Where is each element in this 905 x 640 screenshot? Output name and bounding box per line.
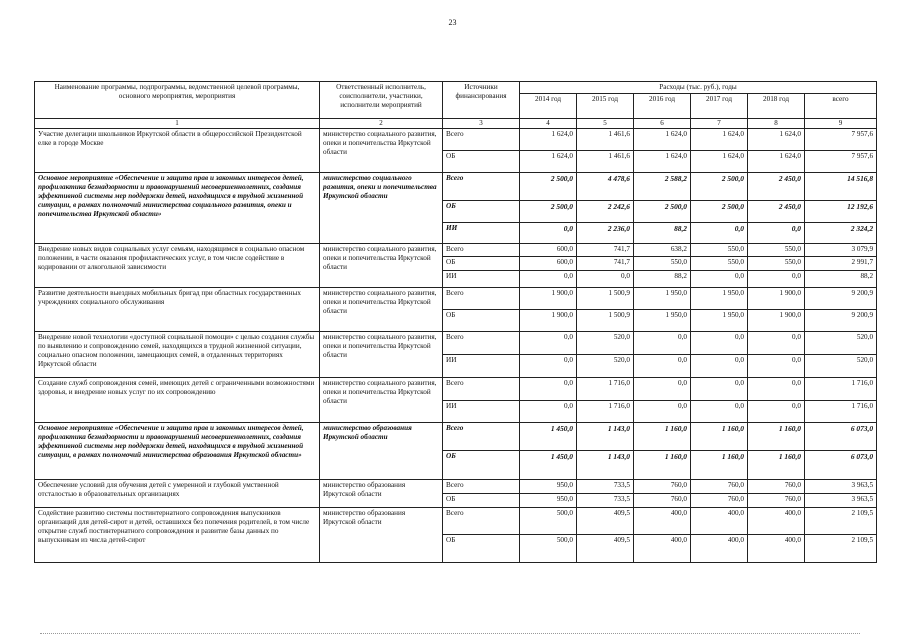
expense-value: 1 950,0 (634, 287, 691, 309)
expense-total: 88,2 (805, 270, 877, 287)
expense-total: 6 073,0 (805, 422, 877, 450)
expense-value: 1 950,0 (691, 287, 748, 309)
table-row (35, 243, 877, 256)
column-index: 4 (520, 119, 577, 129)
header-year-2018: 2018 год (748, 94, 805, 119)
expense-value: 550,0 (691, 256, 748, 270)
header-name: Наименование программы, подпрограммы, ведомственной целевой программы, основного мероприятия, мероприятия (35, 82, 320, 119)
expense-value: 88,2 (634, 270, 691, 287)
expense-value: 2 242,6 (577, 200, 634, 222)
expense-value: 1 624,0 (748, 128, 805, 150)
expense-value: 1 624,0 (520, 128, 577, 150)
expense-value: 733,5 (577, 479, 634, 493)
expense-value: 0,0 (520, 377, 577, 400)
funding-source: ОБ (443, 534, 520, 562)
expense-total: 14 516,8 (805, 172, 877, 200)
column-index: 5 (577, 119, 634, 129)
expense-total: 12 192,6 (805, 200, 877, 222)
funding-source: ОБ (443, 200, 520, 222)
expense-value: 0,0 (520, 222, 577, 243)
expense-value: 400,0 (634, 507, 691, 534)
expense-value: 520,0 (577, 354, 634, 377)
expense-value: 2 236,0 (577, 222, 634, 243)
expense-value: 1 716,0 (577, 400, 634, 422)
expense-value: 2 450,0 (748, 200, 805, 222)
expense-value: 4 478,6 (577, 172, 634, 200)
expense-value: 0,0 (520, 400, 577, 422)
funding-source: ИИ (443, 354, 520, 377)
expense-value: 0,0 (691, 331, 748, 354)
expense-value: 638,2 (634, 243, 691, 256)
expense-value: 733,5 (577, 493, 634, 507)
expense-value: 1 624,0 (748, 150, 805, 172)
column-index: 6 (634, 119, 691, 129)
header-year-2015: 2015 год (577, 94, 634, 119)
expense-value: 2 500,0 (691, 200, 748, 222)
expense-value: 0,0 (520, 354, 577, 377)
expense-value: 1 624,0 (634, 128, 691, 150)
activity-executor: министерство социального развития, опеки и попечительства Иркутской области (320, 331, 443, 377)
expense-value: 0,0 (691, 270, 748, 287)
funding-source: Всего (443, 287, 520, 309)
column-index: 8 (748, 119, 805, 129)
expense-value: 760,0 (691, 493, 748, 507)
expense-value: 0,0 (748, 354, 805, 377)
expense-total: 2 109,5 (805, 507, 877, 534)
expense-total: 520,0 (805, 354, 877, 377)
funding-source: Всего (443, 243, 520, 256)
expense-value: 741,7 (577, 243, 634, 256)
expense-value: 2 450,0 (748, 172, 805, 200)
expense-value: 0,0 (634, 331, 691, 354)
expense-value: 1 160,0 (748, 422, 805, 450)
expense-value: 550,0 (691, 243, 748, 256)
column-index: 2 (320, 119, 443, 129)
expense-value: 760,0 (634, 479, 691, 493)
expense-value: 400,0 (634, 534, 691, 562)
expense-value: 550,0 (748, 243, 805, 256)
expense-value: 0,0 (634, 377, 691, 400)
expense-value: 550,0 (634, 256, 691, 270)
expense-value: 1 461,6 (577, 128, 634, 150)
expense-value: 1 950,0 (634, 309, 691, 331)
table-body (35, 128, 877, 562)
expense-value: 1 160,0 (691, 422, 748, 450)
expense-total: 2 109,5 (805, 534, 877, 562)
funding-source: ИИ (443, 222, 520, 243)
expense-value: 2 500,0 (634, 200, 691, 222)
activity-name: Развитие деятельности выездных мобильных бригад при областных государственных учреждениях социального обслуживания (35, 287, 320, 331)
expense-value: 1 160,0 (691, 450, 748, 479)
activity-executor: министерство образования Иркутской области (320, 422, 443, 479)
header-total: всего (805, 94, 877, 119)
expense-value: 1 500,9 (577, 309, 634, 331)
header-expenses: Расходы (тыс. руб.), годы (520, 82, 877, 94)
expense-value: 1 624,0 (691, 128, 748, 150)
expense-value: 1 624,0 (691, 150, 748, 172)
expense-value: 1 450,0 (520, 450, 577, 479)
header-year-2014: 2014 год (520, 94, 577, 119)
page-bottom-rule (40, 633, 860, 634)
table-row (35, 422, 877, 450)
expense-value: 0,0 (634, 354, 691, 377)
expense-value: 550,0 (748, 256, 805, 270)
column-index: 7 (691, 119, 748, 129)
expense-value: 0,0 (520, 270, 577, 287)
activity-name: Основное мероприятие «Обеспечение и защита прав и законных интересов детей, профилактика безнадзорности и правонарушений несовершеннолетних, создания эффективной системы мер поддержки детей, находящихся в трудной жизненной ситуации, в рамках полномочий министерства социального развития, опеки и попечительства Иркутской области» (35, 172, 320, 243)
expense-value: 0,0 (577, 270, 634, 287)
activity-name: Основное мероприятие «Обеспечение и защита прав и законных интересов детей, профилактика безнадзорности и правонарушений несовершеннолетних, создания эффективной системы мер поддержки детей, находящихся в трудной жизненной ситуации, в рамках полномочий министерства образования Иркутской области» (35, 422, 320, 479)
column-index: 3 (443, 119, 520, 129)
expense-value: 0,0 (520, 331, 577, 354)
expense-value: 1 160,0 (634, 422, 691, 450)
expense-value: 760,0 (691, 479, 748, 493)
table-row (35, 377, 877, 400)
expense-value: 500,0 (520, 534, 577, 562)
expense-total: 3 963,5 (805, 479, 877, 493)
table-row (35, 507, 877, 534)
activity-executor: министерство социального развития, опеки и попечительства Иркутской области (320, 377, 443, 422)
funding-source: ОБ (443, 150, 520, 172)
expense-value: 1 143,0 (577, 450, 634, 479)
funding-source: Всего (443, 172, 520, 200)
table-row (35, 128, 877, 150)
expense-value: 400,0 (748, 507, 805, 534)
expense-value: 1 624,0 (520, 150, 577, 172)
expenses-table (34, 81, 877, 563)
activity-executor: министерство социального развития, опеки и попечительства Иркутской области (320, 128, 443, 172)
column-index: 9 (805, 119, 877, 129)
expense-value: 0,0 (691, 400, 748, 422)
expense-value: 0,0 (634, 400, 691, 422)
activity-name: Содействие развитию системы постинтернатного сопровождения выпускников организаций для детей-сирот и детей, оставшихся без попечения родителей, в том числе открытие служб постинтернатного сопровождения и развитие базы данных по выпускникам из числа детей-сирот (35, 507, 320, 562)
activity-executor: министерство социального развития, опеки и попечительства Иркутской области (320, 172, 443, 243)
expense-total: 2 991,7 (805, 256, 877, 270)
activity-name: Создание служб сопровождения семей, имеющих детей с ограниченными возможностями здоровья, и внедрение новых услуг по их сопровождению (35, 377, 320, 422)
expense-total: 6 073,0 (805, 450, 877, 479)
expense-value: 0,0 (748, 377, 805, 400)
activity-name: Участие делегации школьников Иркутской области в общероссийской Президентской елке в городе Москве (35, 128, 320, 172)
funding-source: Всего (443, 479, 520, 493)
expense-value: 1 900,0 (748, 309, 805, 331)
expense-value: 1 950,0 (691, 309, 748, 331)
table-row (35, 331, 877, 354)
funding-source: Всего (443, 331, 520, 354)
expense-value: 1 900,0 (520, 309, 577, 331)
header-executor: Ответственный исполнитель, соисполнители, участники, исполнители мероприятий (320, 82, 443, 119)
funding-source: ОБ (443, 450, 520, 479)
expense-total: 7 957,6 (805, 128, 877, 150)
expense-value: 760,0 (634, 493, 691, 507)
expense-value: 950,0 (520, 479, 577, 493)
expense-value: 1 461,6 (577, 150, 634, 172)
expense-value: 0,0 (748, 331, 805, 354)
activity-name: Внедрение новых видов социальных услуг семьям, находящимся в социально опасном положении, в части оказания профилактических услуг, в том числе содействие в кодировании от алкогольной зависимости (35, 243, 320, 287)
expense-value: 0,0 (691, 222, 748, 243)
expense-value: 1 143,0 (577, 422, 634, 450)
expense-value: 600,0 (520, 256, 577, 270)
expense-total: 2 324,2 (805, 222, 877, 243)
expense-value: 1 900,0 (748, 287, 805, 309)
expense-value: 2 500,0 (520, 200, 577, 222)
expense-value: 950,0 (520, 493, 577, 507)
expense-value: 88,2 (634, 222, 691, 243)
header-year-2017: 2017 год (691, 94, 748, 119)
expense-value: 0,0 (748, 270, 805, 287)
expense-value: 1 450,0 (520, 422, 577, 450)
funding-source: ОБ (443, 493, 520, 507)
expense-value: 1 624,0 (634, 150, 691, 172)
expense-value: 741,7 (577, 256, 634, 270)
table-row (35, 287, 877, 309)
funding-source: ИИ (443, 400, 520, 422)
expense-value: 1 900,0 (520, 287, 577, 309)
funding-source: ОБ (443, 309, 520, 331)
expense-value: 600,0 (520, 243, 577, 256)
expense-value: 400,0 (748, 534, 805, 562)
expense-value: 2 500,0 (520, 172, 577, 200)
activity-executor: министерство социального развития, опеки и попечительства Иркутской области (320, 287, 443, 331)
activity-executor: министерство социального развития, опеки и попечительства Иркутской области (320, 243, 443, 287)
table-row (35, 479, 877, 493)
expense-value: 760,0 (748, 493, 805, 507)
expense-total: 1 716,0 (805, 400, 877, 422)
expense-value: 1 160,0 (748, 450, 805, 479)
expense-value: 1 500,9 (577, 287, 634, 309)
expense-value: 2 500,0 (691, 172, 748, 200)
expense-total: 520,0 (805, 331, 877, 354)
expense-value: 400,0 (691, 534, 748, 562)
expense-value: 400,0 (691, 507, 748, 534)
expense-value: 0,0 (691, 354, 748, 377)
expense-total: 3 079,9 (805, 243, 877, 256)
activity-executor: министерство образования Иркутской области (320, 507, 443, 562)
funding-source: ОБ (443, 256, 520, 270)
column-index: 1 (35, 119, 320, 129)
expense-value: 0,0 (748, 400, 805, 422)
page-number: 23 (448, 18, 457, 27)
expense-value: 1 716,0 (577, 377, 634, 400)
header-year-2016: 2016 год (634, 94, 691, 119)
expense-value: 1 160,0 (634, 450, 691, 479)
activity-name: Внедрение новой технологии «доступной социальной помощи» с целью создания службы по выявлению и сопровождению семей, находящихся в трудной жизненной ситуации, социально опасном положении, замещающих семей, в отдаленных территориях Иркутской области (35, 331, 320, 377)
funding-source: Всего (443, 422, 520, 450)
expense-total: 3 963,5 (805, 493, 877, 507)
activity-executor: министерство образования Иркутской области (320, 479, 443, 507)
table-row (35, 172, 877, 200)
expense-value: 409,5 (577, 507, 634, 534)
expense-total: 9 200,9 (805, 287, 877, 309)
funding-source: Всего (443, 377, 520, 400)
expense-total: 7 957,6 (805, 150, 877, 172)
expense-value: 520,0 (577, 331, 634, 354)
expense-value: 0,0 (691, 377, 748, 400)
funding-source: Всего (443, 128, 520, 150)
expense-total: 9 200,9 (805, 309, 877, 331)
activity-name: Обеспечение условий для обучения детей с умеренной и глубокой умственной отсталостью в образовательных организациях (35, 479, 320, 507)
header-sources: Источники финансирования (443, 82, 520, 119)
funding-source: Всего (443, 507, 520, 534)
expense-total: 1 716,0 (805, 377, 877, 400)
expense-value: 760,0 (748, 479, 805, 493)
expense-value: 409,5 (577, 534, 634, 562)
funding-source: ИИ (443, 270, 520, 287)
expense-value: 2 588,2 (634, 172, 691, 200)
expense-value: 500,0 (520, 507, 577, 534)
expense-value: 0,0 (748, 222, 805, 243)
